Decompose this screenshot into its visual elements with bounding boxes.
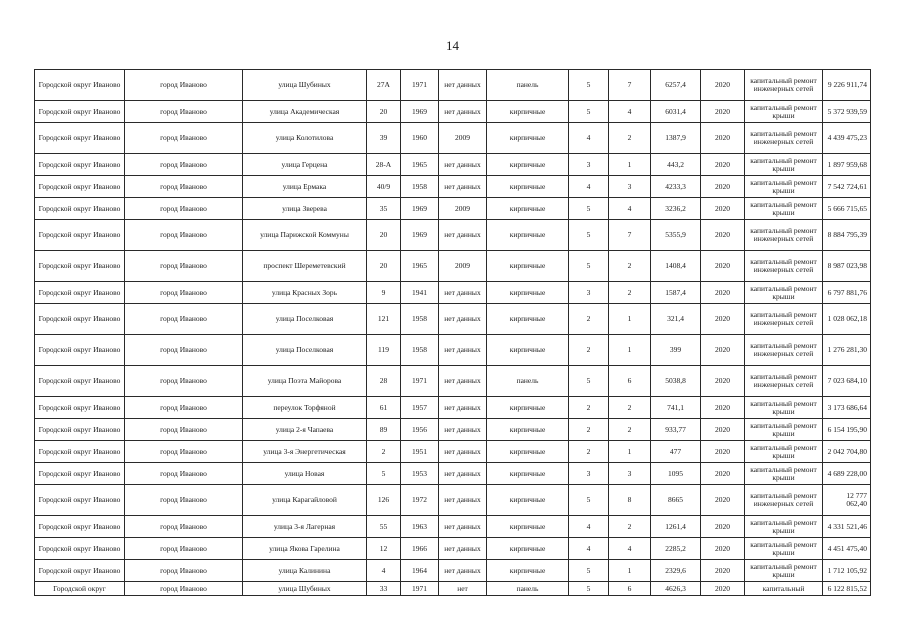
work-type-cell: капитальный ремонт крыши	[745, 463, 823, 485]
wall-material-cell: кирпичные	[487, 304, 569, 335]
cost-cell: 7 023 684,10	[823, 366, 871, 397]
entrances-cell: 3	[609, 176, 651, 198]
district-cell: Городской округ Иваново	[35, 485, 125, 516]
year-built-cell: 1951	[401, 441, 439, 463]
work-type-cell: капитальный ремонт крыши	[745, 560, 823, 582]
entrances-cell: 2	[609, 397, 651, 419]
wall-material-cell: кирпичные	[487, 419, 569, 441]
cost-cell: 1 276 281,30	[823, 335, 871, 366]
area-cell: 6031,4	[651, 101, 701, 123]
city-cell: город Иваново	[125, 123, 243, 154]
last-overhaul-cell: нет данных	[439, 154, 487, 176]
cost-cell: 7 542 724,61	[823, 176, 871, 198]
district-cell: Городской округ Иваново	[35, 335, 125, 366]
last-overhaul-cell: нет данных	[439, 419, 487, 441]
planned-year-cell: 2020	[701, 220, 745, 251]
planned-year-cell: 2020	[701, 70, 745, 101]
cost-cell: 12 777 062,40	[823, 485, 871, 516]
house-number-cell: 126	[367, 485, 401, 516]
year-built-cell: 1972	[401, 485, 439, 516]
work-type-cell: капитальный ремонт крыши	[745, 176, 823, 198]
district-cell: Городской округ Иваново	[35, 220, 125, 251]
planned-year-cell: 2020	[701, 441, 745, 463]
cost-cell: 8 884 795,39	[823, 220, 871, 251]
house-number-cell: 33	[367, 582, 401, 596]
house-number-cell: 119	[367, 335, 401, 366]
house-number-cell: 28	[367, 366, 401, 397]
area-cell: 741,1	[651, 397, 701, 419]
year-built-cell: 1964	[401, 560, 439, 582]
last-overhaul-cell: нет данных	[439, 485, 487, 516]
floors-cell: 3	[569, 463, 609, 485]
year-built-cell: 1971	[401, 582, 439, 596]
planned-year-cell: 2020	[701, 176, 745, 198]
planned-year-cell: 2020	[701, 251, 745, 282]
table-row	[35, 220, 871, 251]
house-number-cell: 9	[367, 282, 401, 304]
entrances-cell: 1	[609, 304, 651, 335]
wall-material-cell: кирпичные	[487, 101, 569, 123]
table-row	[35, 176, 871, 198]
wall-material-cell: панель	[487, 70, 569, 101]
city-cell: город Иваново	[125, 251, 243, 282]
planned-year-cell: 2020	[701, 582, 745, 596]
table-row	[35, 304, 871, 335]
district-cell: Городской округ Иваново	[35, 516, 125, 538]
city-cell: город Иваново	[125, 176, 243, 198]
house-number-cell: 121	[367, 304, 401, 335]
street-cell: улица 3-я Лагерная	[243, 516, 367, 538]
work-type-cell: капитальный ремонт инженерных сетей	[745, 251, 823, 282]
street-cell: улица Поэта Майорова	[243, 366, 367, 397]
last-overhaul-cell: нет данных	[439, 366, 487, 397]
entrances-cell: 1	[609, 335, 651, 366]
cost-cell: 1 897 959,68	[823, 154, 871, 176]
street-cell: улица Ермака	[243, 176, 367, 198]
floors-cell: 5	[569, 220, 609, 251]
entrances-cell: 1	[609, 154, 651, 176]
house-number-cell: 20	[367, 220, 401, 251]
wall-material-cell: панель	[487, 582, 569, 596]
house-number-cell: 39	[367, 123, 401, 154]
street-cell: переулок Торфяной	[243, 397, 367, 419]
wall-material-cell: кирпичные	[487, 220, 569, 251]
last-overhaul-cell: нет данных	[439, 463, 487, 485]
house-number-cell: 5	[367, 463, 401, 485]
floors-cell: 3	[569, 282, 609, 304]
floors-cell: 4	[569, 123, 609, 154]
year-built-cell: 1966	[401, 538, 439, 560]
house-number-cell: 20	[367, 101, 401, 123]
area-cell: 1408,4	[651, 251, 701, 282]
area-cell: 2285,2	[651, 538, 701, 560]
floors-cell: 4	[569, 538, 609, 560]
entrances-cell: 6	[609, 582, 651, 596]
city-cell: город Иваново	[125, 419, 243, 441]
work-type-cell: капитальный ремонт инженерных сетей	[745, 304, 823, 335]
entrances-cell: 2	[609, 282, 651, 304]
floors-cell: 5	[569, 198, 609, 220]
street-cell: проспект Шереметевский	[243, 251, 367, 282]
area-cell: 4626,3	[651, 582, 701, 596]
last-overhaul-cell: нет данных	[439, 220, 487, 251]
floors-cell: 4	[569, 516, 609, 538]
work-type-cell: капитальный ремонт крыши	[745, 282, 823, 304]
year-built-cell: 1953	[401, 463, 439, 485]
wall-material-cell: кирпичные	[487, 154, 569, 176]
city-cell: город Иваново	[125, 516, 243, 538]
last-overhaul-cell: нет данных	[439, 304, 487, 335]
housing-registry-table	[34, 69, 871, 596]
area-cell: 5038,8	[651, 366, 701, 397]
table-row	[35, 419, 871, 441]
floors-cell: 5	[569, 101, 609, 123]
floors-cell: 2	[569, 419, 609, 441]
year-built-cell: 1965	[401, 154, 439, 176]
city-cell: город Иваново	[125, 397, 243, 419]
last-overhaul-cell: нет данных	[439, 560, 487, 582]
area-cell: 933,77	[651, 419, 701, 441]
last-overhaul-cell: нет данных	[439, 101, 487, 123]
city-cell: город Иваново	[125, 366, 243, 397]
city-cell: город Иваново	[125, 304, 243, 335]
area-cell: 8665	[651, 485, 701, 516]
entrances-cell: 2	[609, 419, 651, 441]
cost-cell: 2 042 704,80	[823, 441, 871, 463]
table-row	[35, 123, 871, 154]
year-built-cell: 1956	[401, 419, 439, 441]
area-cell: 477	[651, 441, 701, 463]
district-cell: Городской округ Иваново	[35, 251, 125, 282]
area-cell: 3236,2	[651, 198, 701, 220]
cost-cell: 6 797 881,76	[823, 282, 871, 304]
cost-cell: 8 987 023,98	[823, 251, 871, 282]
work-type-cell: капитальный ремонт инженерных сетей	[745, 123, 823, 154]
planned-year-cell: 2020	[701, 154, 745, 176]
planned-year-cell: 2020	[701, 419, 745, 441]
last-overhaul-cell: нет данных	[439, 335, 487, 366]
planned-year-cell: 2020	[701, 101, 745, 123]
last-overhaul-cell: нет данных	[439, 516, 487, 538]
district-cell: Городской округ Иваново	[35, 463, 125, 485]
house-number-cell: 2	[367, 441, 401, 463]
wall-material-cell: кирпичные	[487, 463, 569, 485]
table-row	[35, 251, 871, 282]
planned-year-cell: 2020	[701, 282, 745, 304]
last-overhaul-cell: 2009	[439, 251, 487, 282]
year-built-cell: 1971	[401, 70, 439, 101]
street-cell: улица 3-я Энергетическая	[243, 441, 367, 463]
cost-cell: 9 226 911,74	[823, 70, 871, 101]
last-overhaul-cell: нет данных	[439, 70, 487, 101]
cost-cell: 4 331 521,46	[823, 516, 871, 538]
floors-cell: 5	[569, 582, 609, 596]
city-cell: город Иваново	[125, 485, 243, 516]
street-cell: улица Шубиных	[243, 70, 367, 101]
planned-year-cell: 2020	[701, 463, 745, 485]
planned-year-cell: 2020	[701, 516, 745, 538]
wall-material-cell: кирпичные	[487, 282, 569, 304]
table-row	[35, 463, 871, 485]
area-cell: 321,4	[651, 304, 701, 335]
house-number-cell: 55	[367, 516, 401, 538]
entrances-cell: 1	[609, 441, 651, 463]
year-built-cell: 1958	[401, 304, 439, 335]
cost-cell: 6 154 195,90	[823, 419, 871, 441]
street-cell: улица Карагайловой	[243, 485, 367, 516]
house-number-cell: 12	[367, 538, 401, 560]
wall-material-cell: кирпичные	[487, 251, 569, 282]
city-cell: город Иваново	[125, 463, 243, 485]
last-overhaul-cell: нет данных	[439, 176, 487, 198]
wall-material-cell: кирпичные	[487, 198, 569, 220]
floors-cell: 5	[569, 560, 609, 582]
year-built-cell: 1969	[401, 220, 439, 251]
floors-cell: 5	[569, 251, 609, 282]
year-built-cell: 1941	[401, 282, 439, 304]
entrances-cell: 4	[609, 538, 651, 560]
street-cell: улица Колотилова	[243, 123, 367, 154]
entrances-cell: 2	[609, 251, 651, 282]
table-row	[35, 198, 871, 220]
house-number-cell: 35	[367, 198, 401, 220]
area-cell: 399	[651, 335, 701, 366]
work-type-cell: капитальный ремонт крыши	[745, 419, 823, 441]
floors-cell: 2	[569, 304, 609, 335]
city-cell: город Иваново	[125, 335, 243, 366]
floors-cell: 2	[569, 335, 609, 366]
year-built-cell: 1971	[401, 366, 439, 397]
cost-cell: 4 689 228,00	[823, 463, 871, 485]
planned-year-cell: 2020	[701, 335, 745, 366]
planned-year-cell: 2020	[701, 198, 745, 220]
work-type-cell: капитальный ремонт крыши	[745, 397, 823, 419]
planned-year-cell: 2020	[701, 366, 745, 397]
street-cell: улица Парижской Коммуны	[243, 220, 367, 251]
district-cell: Городской округ Иваново	[35, 366, 125, 397]
area-cell: 4233,3	[651, 176, 701, 198]
table-row	[35, 538, 871, 560]
work-type-cell: капитальный ремонт крыши	[745, 154, 823, 176]
wall-material-cell: кирпичные	[487, 560, 569, 582]
planned-year-cell: 2020	[701, 123, 745, 154]
work-type-cell: капитальный ремонт крыши	[745, 538, 823, 560]
year-built-cell: 1969	[401, 101, 439, 123]
city-cell: город Иваново	[125, 582, 243, 596]
street-cell: улица Герцена	[243, 154, 367, 176]
district-cell: Городской округ Иваново	[35, 560, 125, 582]
street-cell: улица Шубиных	[243, 582, 367, 596]
last-overhaul-cell: нет данных	[439, 282, 487, 304]
table-row	[35, 582, 871, 596]
table-row	[35, 154, 871, 176]
work-type-cell: капитальный ремонт крыши	[745, 198, 823, 220]
planned-year-cell: 2020	[701, 538, 745, 560]
cost-cell: 4 439 475,23	[823, 123, 871, 154]
planned-year-cell: 2020	[701, 304, 745, 335]
wall-material-cell: кирпичные	[487, 123, 569, 154]
district-cell: Городской округ Иваново	[35, 397, 125, 419]
year-built-cell: 1958	[401, 176, 439, 198]
work-type-cell: капитальный ремонт инженерных сетей	[745, 70, 823, 101]
table-row	[35, 516, 871, 538]
work-type-cell: капитальный	[745, 582, 823, 596]
city-cell: город Иваново	[125, 220, 243, 251]
page-number: 14	[446, 38, 459, 53]
floors-cell: 2	[569, 397, 609, 419]
district-cell: Городской округ Иваново	[35, 304, 125, 335]
street-cell: улица Якова Гарелина	[243, 538, 367, 560]
entrances-cell: 8	[609, 485, 651, 516]
house-number-cell: 27А	[367, 70, 401, 101]
wall-material-cell: панель	[487, 366, 569, 397]
table-row	[35, 70, 871, 101]
cost-cell: 1 712 105,92	[823, 560, 871, 582]
last-overhaul-cell: нет данных	[439, 538, 487, 560]
entrances-cell: 4	[609, 101, 651, 123]
city-cell: город Иваново	[125, 560, 243, 582]
house-number-cell: 89	[367, 419, 401, 441]
floors-cell: 3	[569, 154, 609, 176]
district-cell: Городской округ Иваново	[35, 154, 125, 176]
table-row	[35, 335, 871, 366]
city-cell: город Иваново	[125, 538, 243, 560]
year-built-cell: 1965	[401, 251, 439, 282]
table-row	[35, 485, 871, 516]
wall-material-cell: кирпичные	[487, 516, 569, 538]
wall-material-cell: кирпичные	[487, 335, 569, 366]
area-cell: 6257,4	[651, 70, 701, 101]
house-number-cell: 20	[367, 251, 401, 282]
year-built-cell: 1960	[401, 123, 439, 154]
work-type-cell: капитальный ремонт крыши	[745, 441, 823, 463]
floors-cell: 2	[569, 441, 609, 463]
district-cell: Городской округ Иваново	[35, 441, 125, 463]
street-cell: улица Поселковая	[243, 304, 367, 335]
area-cell: 1587,4	[651, 282, 701, 304]
planned-year-cell: 2020	[701, 397, 745, 419]
wall-material-cell: кирпичные	[487, 176, 569, 198]
street-cell: улица Новая	[243, 463, 367, 485]
cost-cell: 6 122 815,52	[823, 582, 871, 596]
district-cell: Городской округ Иваново	[35, 101, 125, 123]
entrances-cell: 1	[609, 560, 651, 582]
cost-cell: 4 451 475,40	[823, 538, 871, 560]
work-type-cell: капитальный ремонт инженерных сетей	[745, 335, 823, 366]
entrances-cell: 2	[609, 123, 651, 154]
city-cell: город Иваново	[125, 282, 243, 304]
floors-cell: 5	[569, 485, 609, 516]
street-cell: улица Академическая	[243, 101, 367, 123]
entrances-cell: 7	[609, 70, 651, 101]
last-overhaul-cell: 2009	[439, 123, 487, 154]
city-cell: город Иваново	[125, 441, 243, 463]
street-cell: улица Красных Зорь	[243, 282, 367, 304]
floors-cell: 5	[569, 366, 609, 397]
district-cell: Городской округ Иваново	[35, 70, 125, 101]
district-cell: Городской округ	[35, 582, 125, 596]
table-row	[35, 397, 871, 419]
wall-material-cell: кирпичные	[487, 485, 569, 516]
last-overhaul-cell: 2009	[439, 198, 487, 220]
district-cell: Городской округ Иваново	[35, 123, 125, 154]
house-number-cell: 4	[367, 560, 401, 582]
year-built-cell: 1958	[401, 335, 439, 366]
cost-cell: 3 173 686,64	[823, 397, 871, 419]
street-cell: улица Поселковая	[243, 335, 367, 366]
district-cell: Городской округ Иваново	[35, 198, 125, 220]
city-cell: город Иваново	[125, 154, 243, 176]
area-cell: 1387,9	[651, 123, 701, 154]
cost-cell: 5 666 715,65	[823, 198, 871, 220]
entrances-cell: 6	[609, 366, 651, 397]
table-row	[35, 282, 871, 304]
entrances-cell: 3	[609, 463, 651, 485]
table-row	[35, 560, 871, 582]
planned-year-cell: 2020	[701, 560, 745, 582]
work-type-cell: капитальный ремонт крыши	[745, 101, 823, 123]
city-cell: город Иваново	[125, 70, 243, 101]
house-number-cell: 40/9	[367, 176, 401, 198]
area-cell: 1095	[651, 463, 701, 485]
area-cell: 5355,9	[651, 220, 701, 251]
table-body	[35, 70, 871, 596]
district-cell: Городской округ Иваново	[35, 282, 125, 304]
floors-cell: 4	[569, 176, 609, 198]
last-overhaul-cell: нет данных	[439, 441, 487, 463]
floors-cell: 5	[569, 70, 609, 101]
work-type-cell: капитальный ремонт инженерных сетей	[745, 366, 823, 397]
street-cell: улица Зверева	[243, 198, 367, 220]
area-cell: 443,2	[651, 154, 701, 176]
district-cell: Городской округ Иваново	[35, 538, 125, 560]
district-cell: Городской округ Иваново	[35, 419, 125, 441]
last-overhaul-cell: нет	[439, 582, 487, 596]
work-type-cell: капитальный ремонт крыши	[745, 516, 823, 538]
wall-material-cell: кирпичные	[487, 441, 569, 463]
area-cell: 2329,6	[651, 560, 701, 582]
planned-year-cell: 2020	[701, 485, 745, 516]
year-built-cell: 1957	[401, 397, 439, 419]
street-cell: улица Калинина	[243, 560, 367, 582]
house-number-cell: 61	[367, 397, 401, 419]
cost-cell: 5 372 939,59	[823, 101, 871, 123]
year-built-cell: 1969	[401, 198, 439, 220]
wall-material-cell: кирпичные	[487, 397, 569, 419]
year-built-cell: 1963	[401, 516, 439, 538]
wall-material-cell: кирпичные	[487, 538, 569, 560]
table-row	[35, 441, 871, 463]
house-number-cell: 28-А	[367, 154, 401, 176]
table-row	[35, 366, 871, 397]
entrances-cell: 2	[609, 516, 651, 538]
work-type-cell: капитальный ремонт инженерных сетей	[745, 220, 823, 251]
entrances-cell: 4	[609, 198, 651, 220]
last-overhaul-cell: нет данных	[439, 397, 487, 419]
entrances-cell: 7	[609, 220, 651, 251]
table-row	[35, 101, 871, 123]
district-cell: Городской округ Иваново	[35, 176, 125, 198]
work-type-cell: капитальный ремонт инженерных сетей	[745, 485, 823, 516]
area-cell: 1261,4	[651, 516, 701, 538]
cost-cell: 1 028 062,18	[823, 304, 871, 335]
street-cell: улица 2-я Чапаева	[243, 419, 367, 441]
city-cell: город Иваново	[125, 198, 243, 220]
city-cell: город Иваново	[125, 101, 243, 123]
